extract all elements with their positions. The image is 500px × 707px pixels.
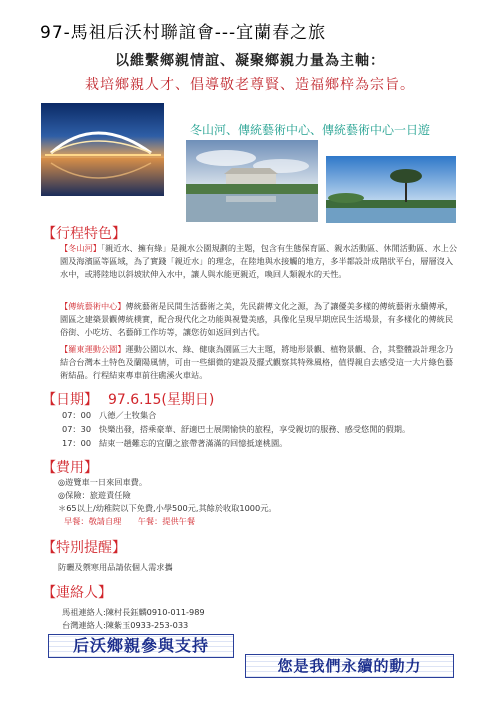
contact-line: 台灣連絡人:陳紫玉0933-253-033 (62, 620, 189, 630)
page-title: 97-馬祖后沃村聯誼會---宜蘭春之旅 (40, 23, 327, 43)
trip-date: 97.6.15(星期日) (108, 392, 215, 408)
date-heading: 【日期】 (42, 392, 98, 408)
feature-item-arts-center (60, 300, 460, 339)
bridge-night-photo (41, 103, 164, 196)
schedule-desc: 結束一趟難忘的宜蘭之旅帶著滿滿的回憶抵達桃園。 (99, 438, 288, 448)
schedule-desc: 快樂出發，搭乘豪華、舒適巴士展開愉快的旅程，享受親切的服務、感受悠閒的假期。 (99, 424, 411, 434)
notes-heading: 【特別提醒】 (42, 540, 126, 556)
river-park-photo (186, 140, 318, 222)
subtitle-mission: 以維繫鄉親情誼、凝聚鄉親力量為主軸： (115, 53, 385, 69)
fee-line: ◎保險：旅遊責任險 (58, 490, 131, 500)
schedule-time: 17：00 (62, 438, 92, 448)
feature-tag: 【冬山河】 (60, 243, 101, 253)
contacts-heading: 【連絡人】 (42, 585, 112, 601)
photo-caption: 冬山河、傳統藝術中心、傳統藝術中心一日遊 (190, 123, 431, 137)
schedule-row (62, 437, 287, 450)
features-heading: 【行程特色】 (42, 226, 126, 242)
schedule-time: 07：00 (62, 410, 92, 420)
meal-info: 早餐：敬請自理 午餐：提供午餐 (64, 516, 196, 526)
schedule-desc: 八德／土牧集合 (99, 410, 157, 420)
feature-item-luodong-park (60, 343, 460, 382)
schedule-row (62, 423, 410, 436)
subtitle-purpose: 栽培鄉親人才、倡導敬老尊賢、造福鄉梓為宗旨。 (85, 77, 415, 93)
contact-line: 馬祖連絡人:陳村長鈺麟0910-011-989 (62, 607, 205, 617)
feature-item-dongshan (60, 242, 460, 281)
feature-text: 「親近水、擁有綠」是親水公園規劃的主題，包含有生態保育區、親水活動區、休閒活動區、水上公園及海濱區等區域，為了實踐「親近水」的理念，在陸地與水接觸的地方，多半都設計成階狀平台，層層沒入水中，或將陸地以斜坡狀伸入水中，讓人與水能更親近，喚回人類親水的天性。 (60, 243, 458, 279)
fee-line: ＊65以上/幼稚院以下免費,小學500元,其餘於收取1000元。 (58, 503, 277, 513)
fee-line: ◎遊覽車一日來回車費。 (58, 477, 148, 487)
fees-heading: 【費用】 (42, 460, 98, 476)
slogan-motivation: 您是我們永續的動力 (245, 654, 454, 678)
date-section (42, 389, 214, 409)
feature-tag: 【羅東運動公園】 (60, 344, 126, 354)
feature-text: 傳統藝術是民間生活藝術之美，先民薪傳文化之源，為了讓優美多樣的傳統藝術永續傳承，園區之建築景觀傳統樸實，配合現代化之功能與視覺美感，具像化呈現早期庶民生活場景，有多樣化的傳統民俗街、小吃坊、名藝師工作坊等，讓您彷如返回到古代。 (60, 301, 454, 337)
schedule-time: 07：30 (62, 424, 92, 434)
schedule-row (62, 409, 156, 422)
slogan-support: 后沃鄉親參與支持 (48, 634, 234, 658)
feature-tag: 【傳統藝術中心】 (60, 301, 126, 311)
notes-text: 防曬及禦寒用品請依個人需求攜 (58, 562, 173, 572)
lakeside-tree-photo (326, 156, 456, 223)
feature-text: 運動公園以水、綠、健康為園區三大主題，將地形景觀、植物景觀、合，其整體設計理念乃結合台灣本土特色及蘭陽風情，可由一些細微的建設及擺式觀察其特殊風格，值得親自去感受這一大片綠色藝術結晶。行程結束專車前往礁溪火車站。 (60, 344, 454, 380)
